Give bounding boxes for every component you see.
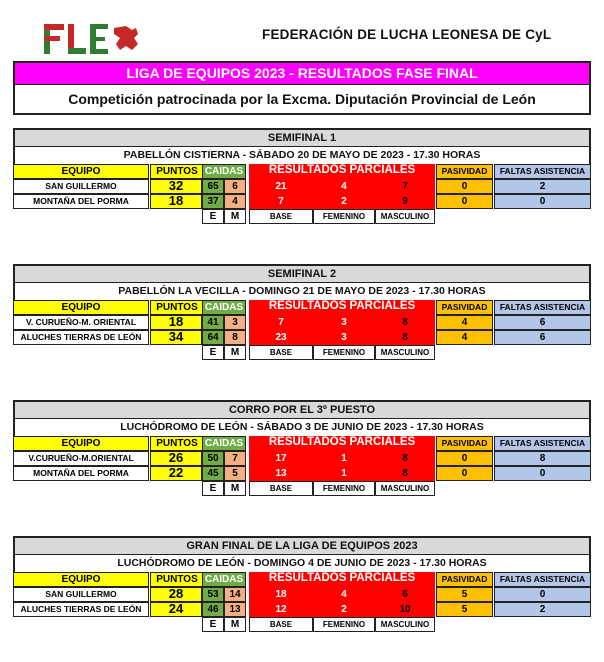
team-points: 18 bbox=[150, 194, 202, 209]
label-femenino: FEMENINO bbox=[313, 209, 375, 224]
pasividad-value: 4 bbox=[436, 315, 493, 330]
table-row bbox=[13, 587, 591, 602]
caidas-m: 7 bbox=[224, 451, 246, 466]
result-base: 12 bbox=[249, 602, 313, 617]
label-masculino: MASCULINO bbox=[375, 617, 435, 632]
label-femenino: FEMENINO bbox=[313, 345, 375, 360]
subheader-row bbox=[13, 345, 591, 360]
caidas-e: 65 bbox=[202, 179, 224, 194]
result-femenino: 1 bbox=[313, 466, 375, 481]
col-equipo: EQUIPO bbox=[13, 300, 149, 315]
result-base: 13 bbox=[249, 466, 313, 481]
col-pasividad: PASIVIDAD bbox=[436, 164, 493, 179]
faltas-value: 0 bbox=[494, 466, 591, 481]
caidas-e: 50 bbox=[202, 451, 224, 466]
table-row bbox=[13, 330, 591, 345]
caidas-m: 6 bbox=[224, 179, 246, 194]
pasividad-value: 0 bbox=[436, 466, 493, 481]
federation-logo bbox=[42, 20, 142, 56]
pasividad-value: 4 bbox=[436, 330, 493, 345]
label-e: E bbox=[202, 209, 224, 224]
team-points: 32 bbox=[150, 179, 202, 194]
label-base: BASE bbox=[249, 481, 313, 496]
col-resultados: RESULTADOS PARCIALES bbox=[249, 300, 435, 315]
match-section bbox=[13, 128, 591, 224]
match-title: CORRO POR EL 3º PUESTO bbox=[13, 400, 591, 419]
label-m: M bbox=[224, 345, 246, 360]
result-base: 23 bbox=[249, 330, 313, 345]
label-base: BASE bbox=[249, 209, 313, 224]
label-base: BASE bbox=[249, 617, 313, 632]
col-equipo: EQUIPO bbox=[13, 572, 149, 587]
team-name: ALUCHES TIERRAS DE LEÓN bbox=[13, 330, 149, 345]
pasividad-value: 0 bbox=[436, 194, 493, 209]
table-header-row bbox=[13, 300, 591, 315]
col-equipo: EQUIPO bbox=[13, 436, 149, 451]
caidas-e: 41 bbox=[202, 315, 224, 330]
result-masculino: 8 bbox=[375, 451, 435, 466]
page-header bbox=[0, 0, 604, 60]
faltas-value: 8 bbox=[494, 451, 591, 466]
col-faltas: FALTAS ASISTENCIA bbox=[494, 572, 591, 587]
col-resultados: RESULTADOS PARCIALES bbox=[249, 572, 435, 587]
label-e: E bbox=[202, 345, 224, 360]
faltas-value: 2 bbox=[494, 179, 591, 194]
label-e: E bbox=[202, 481, 224, 496]
match-venue: PABELLÓN CISTIERNA - SÁBADO 20 DE MAYO DE 2023 - 17.30 HORAS bbox=[13, 147, 591, 164]
match-venue: LUCHÓDROMO DE LEÓN - SÁBADO 3 DE JUNIO DE 2023 - 17.30 HORAS bbox=[13, 419, 591, 436]
match-section bbox=[13, 400, 591, 496]
table-header-row bbox=[13, 436, 591, 451]
table-row bbox=[13, 602, 591, 617]
team-name: MONTAÑA DEL PORMA bbox=[13, 466, 149, 481]
label-femenino: FEMENINO bbox=[313, 617, 375, 632]
col-equipo: EQUIPO bbox=[13, 164, 149, 179]
col-puntos: PUNTOS bbox=[150, 436, 204, 451]
col-pasividad: PASIVIDAD bbox=[436, 300, 493, 315]
results-banner bbox=[13, 61, 591, 115]
caidas-e: 37 bbox=[202, 194, 224, 209]
label-base: BASE bbox=[249, 345, 313, 360]
col-caidas: CAIDAS bbox=[202, 300, 246, 315]
col-caidas: CAIDAS bbox=[202, 436, 246, 451]
label-masculino: MASCULINO bbox=[375, 481, 435, 496]
pasividad-value: 0 bbox=[436, 451, 493, 466]
label-masculino: MASCULINO bbox=[375, 345, 435, 360]
result-masculino: 9 bbox=[375, 194, 435, 209]
federation-name: FEDERACIÓN DE LUCHA LEONESA DE CyL bbox=[262, 27, 552, 42]
faltas-value: 0 bbox=[494, 587, 591, 602]
caidas-m: 8 bbox=[224, 330, 246, 345]
match-section bbox=[13, 536, 591, 632]
result-masculino: 6 bbox=[375, 587, 435, 602]
col-resultados: RESULTADOS PARCIALES bbox=[249, 436, 435, 451]
team-points: 34 bbox=[150, 330, 202, 345]
subheader-row bbox=[13, 209, 591, 224]
col-pasividad: PASIVIDAD bbox=[436, 436, 493, 451]
result-base: 17 bbox=[249, 451, 313, 466]
result-masculino: 8 bbox=[375, 315, 435, 330]
caidas-m: 4 bbox=[224, 194, 246, 209]
pasividad-value: 5 bbox=[436, 587, 493, 602]
col-puntos: PUNTOS bbox=[150, 572, 204, 587]
faltas-value: 6 bbox=[494, 330, 591, 345]
result-femenino: 4 bbox=[313, 587, 375, 602]
table-row bbox=[13, 315, 591, 330]
col-faltas: FALTAS ASISTENCIA bbox=[494, 436, 591, 451]
result-femenino: 3 bbox=[313, 315, 375, 330]
team-points: 22 bbox=[150, 466, 202, 481]
label-m: M bbox=[224, 481, 246, 496]
match-venue: LUCHÓDROMO DE LEÓN - DOMINGO 4 DE JUNIO DE 2023 - 17.30 HORAS bbox=[13, 555, 591, 572]
result-base: 7 bbox=[249, 194, 313, 209]
result-femenino: 2 bbox=[313, 602, 375, 617]
col-puntos: PUNTOS bbox=[150, 300, 204, 315]
match-title: GRAN FINAL DE LA LIGA DE EQUIPOS 2023 bbox=[13, 536, 591, 555]
faltas-value: 0 bbox=[494, 194, 591, 209]
team-name: SAN GUILLERMO bbox=[13, 179, 149, 194]
subheader-row bbox=[13, 617, 591, 632]
label-masculino: MASCULINO bbox=[375, 209, 435, 224]
result-femenino: 2 bbox=[313, 194, 375, 209]
subheader-row bbox=[13, 481, 591, 496]
team-points: 18 bbox=[150, 315, 202, 330]
table-row bbox=[13, 194, 591, 209]
team-name: MONTAÑA DEL PORMA bbox=[13, 194, 149, 209]
banner-title: LIGA DE EQUIPOS 2023 - RESULTADOS FASE FINAL bbox=[15, 63, 589, 85]
caidas-e: 45 bbox=[202, 466, 224, 481]
col-puntos: PUNTOS bbox=[150, 164, 204, 179]
table-row bbox=[13, 466, 591, 481]
match-title: SEMIFINAL 1 bbox=[13, 128, 591, 147]
pasividad-value: 5 bbox=[436, 602, 493, 617]
match-section bbox=[13, 264, 591, 360]
col-faltas: FALTAS ASISTENCIA bbox=[494, 300, 591, 315]
col-caidas: CAIDAS bbox=[202, 572, 246, 587]
team-points: 26 bbox=[150, 451, 202, 466]
col-resultados: RESULTADOS PARCIALES bbox=[249, 164, 435, 179]
team-name: ALUCHES TIERRAS DE LEÓN bbox=[13, 602, 149, 617]
caidas-e: 64 bbox=[202, 330, 224, 345]
col-caidas: CAIDAS bbox=[202, 164, 246, 179]
caidas-m: 14 bbox=[224, 587, 246, 602]
faltas-value: 6 bbox=[494, 315, 591, 330]
caidas-m: 5 bbox=[224, 466, 246, 481]
caidas-m: 3 bbox=[224, 315, 246, 330]
result-masculino: 10 bbox=[375, 602, 435, 617]
team-name: SAN GUILLERMO bbox=[13, 587, 149, 602]
table-row bbox=[13, 451, 591, 466]
team-points: 24 bbox=[150, 602, 202, 617]
result-femenino: 4 bbox=[313, 179, 375, 194]
match-title: SEMIFINAL 2 bbox=[13, 264, 591, 283]
table-row bbox=[13, 179, 591, 194]
col-pasividad: PASIVIDAD bbox=[436, 572, 493, 587]
caidas-m: 13 bbox=[224, 602, 246, 617]
match-venue: PABELLÓN LA VECILLA - DOMINGO 21 DE MAYO DE 2023 - 17.30 HORAS bbox=[13, 283, 591, 300]
team-points: 28 bbox=[150, 587, 202, 602]
team-name: V. CURUEÑO-M. ORIENTAL bbox=[13, 315, 149, 330]
col-faltas: FALTAS ASISTENCIA bbox=[494, 164, 591, 179]
label-m: M bbox=[224, 209, 246, 224]
result-base: 7 bbox=[249, 315, 313, 330]
table-header-row bbox=[13, 164, 591, 179]
result-masculino: 7 bbox=[375, 179, 435, 194]
table-header-row bbox=[13, 572, 591, 587]
result-masculino: 8 bbox=[375, 466, 435, 481]
result-femenino: 3 bbox=[313, 330, 375, 345]
label-femenino: FEMENINO bbox=[313, 481, 375, 496]
label-m: M bbox=[224, 617, 246, 632]
result-masculino: 8 bbox=[375, 330, 435, 345]
team-name: V.CURUEÑO-M.ORIENTAL bbox=[13, 451, 149, 466]
result-base: 21 bbox=[249, 179, 313, 194]
caidas-e: 53 bbox=[202, 587, 224, 602]
pasividad-value: 0 bbox=[436, 179, 493, 194]
label-e: E bbox=[202, 617, 224, 632]
result-base: 18 bbox=[249, 587, 313, 602]
caidas-e: 46 bbox=[202, 602, 224, 617]
faltas-value: 2 bbox=[494, 602, 591, 617]
banner-subtitle: Competición patrocinada por la Excma. Diputación Provincial de León bbox=[15, 85, 589, 113]
result-femenino: 1 bbox=[313, 451, 375, 466]
